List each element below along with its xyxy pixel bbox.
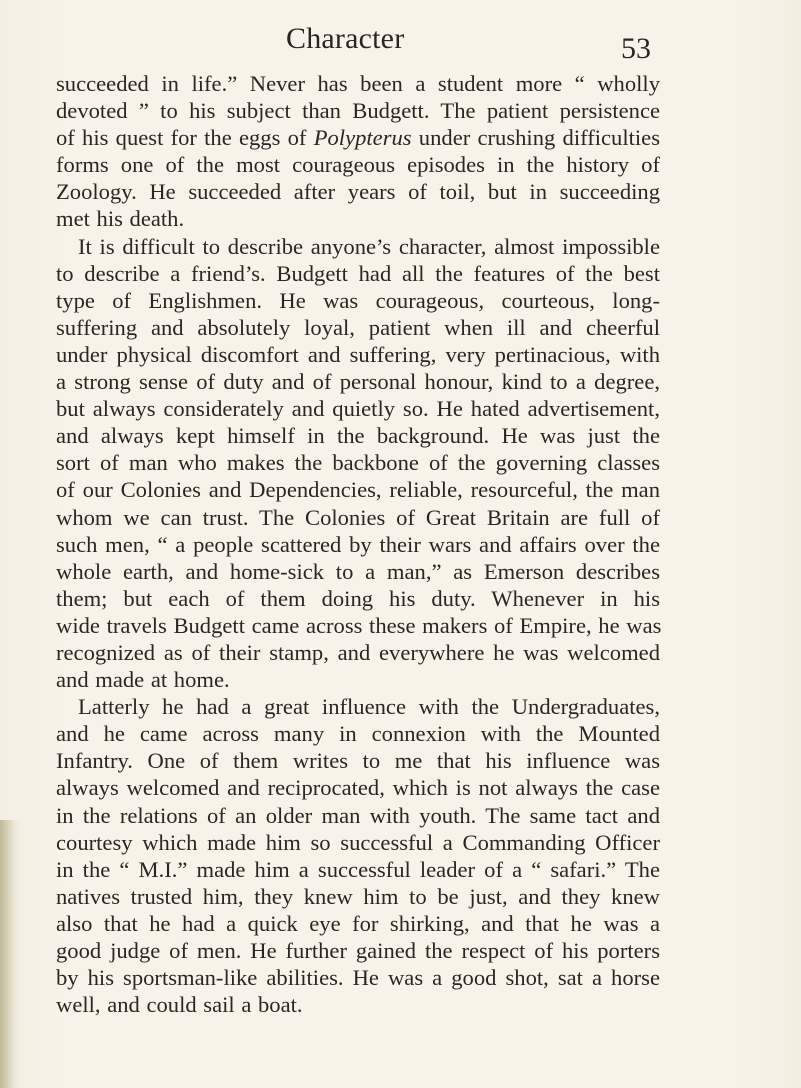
italic-term: Polypterus xyxy=(313,125,412,151)
text-line: succeeded in life.” Never has been a student more “ wholly xyxy=(56,71,660,96)
text-line: to describe a friend’s. Budgett had all the features of the best xyxy=(56,260,660,286)
text-line: good judge of men. He further gained the respect of his porters xyxy=(56,938,660,963)
text-line: and made at home. xyxy=(56,667,230,693)
running-header xyxy=(56,22,656,66)
text-line: them; but each of them doing his duty. Whenever in his xyxy=(56,585,660,611)
text-line: in the “ M.I.” made him a successful leader of a “ safari.” The xyxy=(56,856,660,882)
text-line: also that he had a quick eye for shirking, and that he was a xyxy=(56,910,660,936)
text-line: Infantry. One of them writes to me that his influence was xyxy=(56,748,660,774)
paragraph-1 xyxy=(56,70,660,233)
text-line: such men, “ a people scattered by their wars and affairs over the xyxy=(56,531,660,557)
paragraph-3 xyxy=(56,693,660,1018)
text-line: whole earth, and home-sick to a man,” as Emerson describes xyxy=(56,558,660,584)
text-line: well, and could sail a boat. xyxy=(56,992,303,1018)
page-number: 53 xyxy=(621,32,651,65)
text-line: courtesy which made him so successful a Commanding Officer xyxy=(56,829,660,855)
paragraph-2 xyxy=(56,233,660,694)
body-text xyxy=(56,70,660,1018)
text-line: wide travels Budgett came across these makers of Empire, he was xyxy=(56,612,662,638)
text-line: recognized as of their stamp, and everywhere he was welcomed xyxy=(56,639,660,665)
text-line: under physical discomfort and suffering, very pertinacious, with xyxy=(56,341,660,367)
text-line: a strong sense of duty and of personal honour, kind to a degree, xyxy=(56,369,660,395)
text-line: suffering and absolutely loyal, patient when ill and cheerful xyxy=(56,314,660,340)
text-line: met his death. xyxy=(56,206,185,232)
page-edge-shadow xyxy=(0,820,22,1088)
text-line: and always kept himself in the background. He was just the xyxy=(56,423,660,449)
text-line: Zoology. He succeeded after years of toil, but in succeeding xyxy=(56,179,660,205)
text-line: Latterly he had a great influence with the Undergraduates, xyxy=(78,694,660,720)
text-line: natives trusted him, they knew him to be just, and they knew xyxy=(56,883,660,909)
text-line: of our Colonies and Dependencies, reliable, resourceful, the man xyxy=(56,477,660,503)
running-title: Character xyxy=(286,22,405,55)
text-line: and he came across many in connexion with the Mounted xyxy=(56,721,660,747)
text-line: sort of man who makes the backbone of the governing classes xyxy=(56,450,660,476)
text-line: but always considerately and quietly so. He hated advertisement, xyxy=(56,396,660,422)
text-line: devoted ” to his subject than Budgett. The patient persistence xyxy=(56,98,660,124)
text-line: by his sportsman-like abilities. He was a good shot, sat a horse xyxy=(56,965,660,991)
text-line: in the relations of an older man with youth. The same tact and xyxy=(56,802,660,828)
text-line: always welcomed and reciprocated, which is not always the case xyxy=(56,775,660,801)
text-line: of his quest for the eggs of Polypterus under crushing difficulties xyxy=(56,125,660,151)
text-line: It is difficult to describe anyone’s character, almost impossible xyxy=(78,233,660,259)
text-line: type of Englishmen. He was courageous, courteous, long- xyxy=(56,287,660,313)
text-line: whom we can trust. The Colonies of Great Britain are full of xyxy=(56,504,660,530)
text-line: forms one of the most courageous episodes in the history of xyxy=(56,152,660,178)
